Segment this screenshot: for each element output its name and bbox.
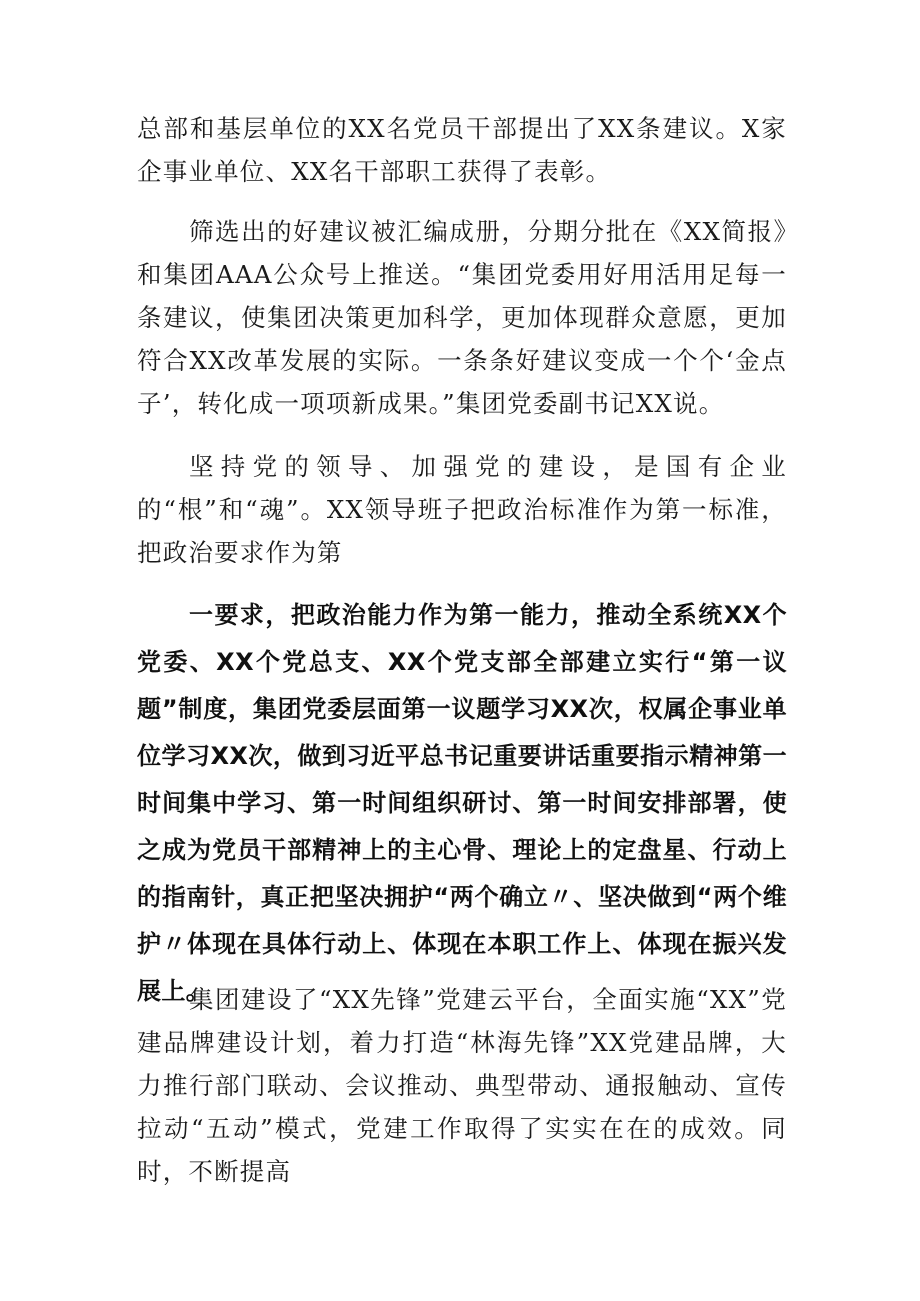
paragraph-party-building-platform: 集团建设了“XX先锋”党建云平台，全面实施“XX”党建品牌建设计划，着力打造“林海先锋”XX党建品牌，大力推行部门联动、会议推动、典型带动、通报触动、宣传拉动“五动”模式，党建工作取得了实实在在的成效。同时，不断提高 xyxy=(137,985,787,1186)
paragraph-suggestions: 筛选出的好建议被汇编成册，分期分批在《XX简报》和集团AAA公众号上推送。“集团党委用好用活用足每一条建议，使集团决策更加科学，更加体现群众意愿，更加符合XX改革发展的实际。一条条好建议变成一个个‘金点子’，转化成一项项新成果。”集团党委副书记XX说。 xyxy=(137,217,787,418)
paragraph-commendations: 总部和基层单位的XX名党员干部提出了XX条建议。X家企事业单位、XX名干部职工获得了表彰。 xyxy=(137,114,787,186)
paragraph-first-topic-system: 一要求，把政治能力作为第一能力，推动全系统XX个党委、XX个党总支、XX个党支部全部建立实行“第一议题”制度，集团党委层面第一议题学习XX次，权属企事业单位学习XX次，做到习近平总书记重要讲话重要指示精神第一时间集中学习、第一时间组织研讨、第一时间安排部署，使之成为党员干部精神上的主心骨、理论上的定盘星、行动上的指南针，真正把坚决拥护“两个确立〃、坚决做到“两个维护〃体现在具体行动上、体现在本职工作上、体现在振兴发展上。 xyxy=(137,601,787,1005)
paragraph-party-leadership: 坚持党的领导、加强党的建设，是国有企业的“根”和“魂”。XX领导班子把政治标准作为第一标准，把政治要求作为第 xyxy=(137,452,787,567)
